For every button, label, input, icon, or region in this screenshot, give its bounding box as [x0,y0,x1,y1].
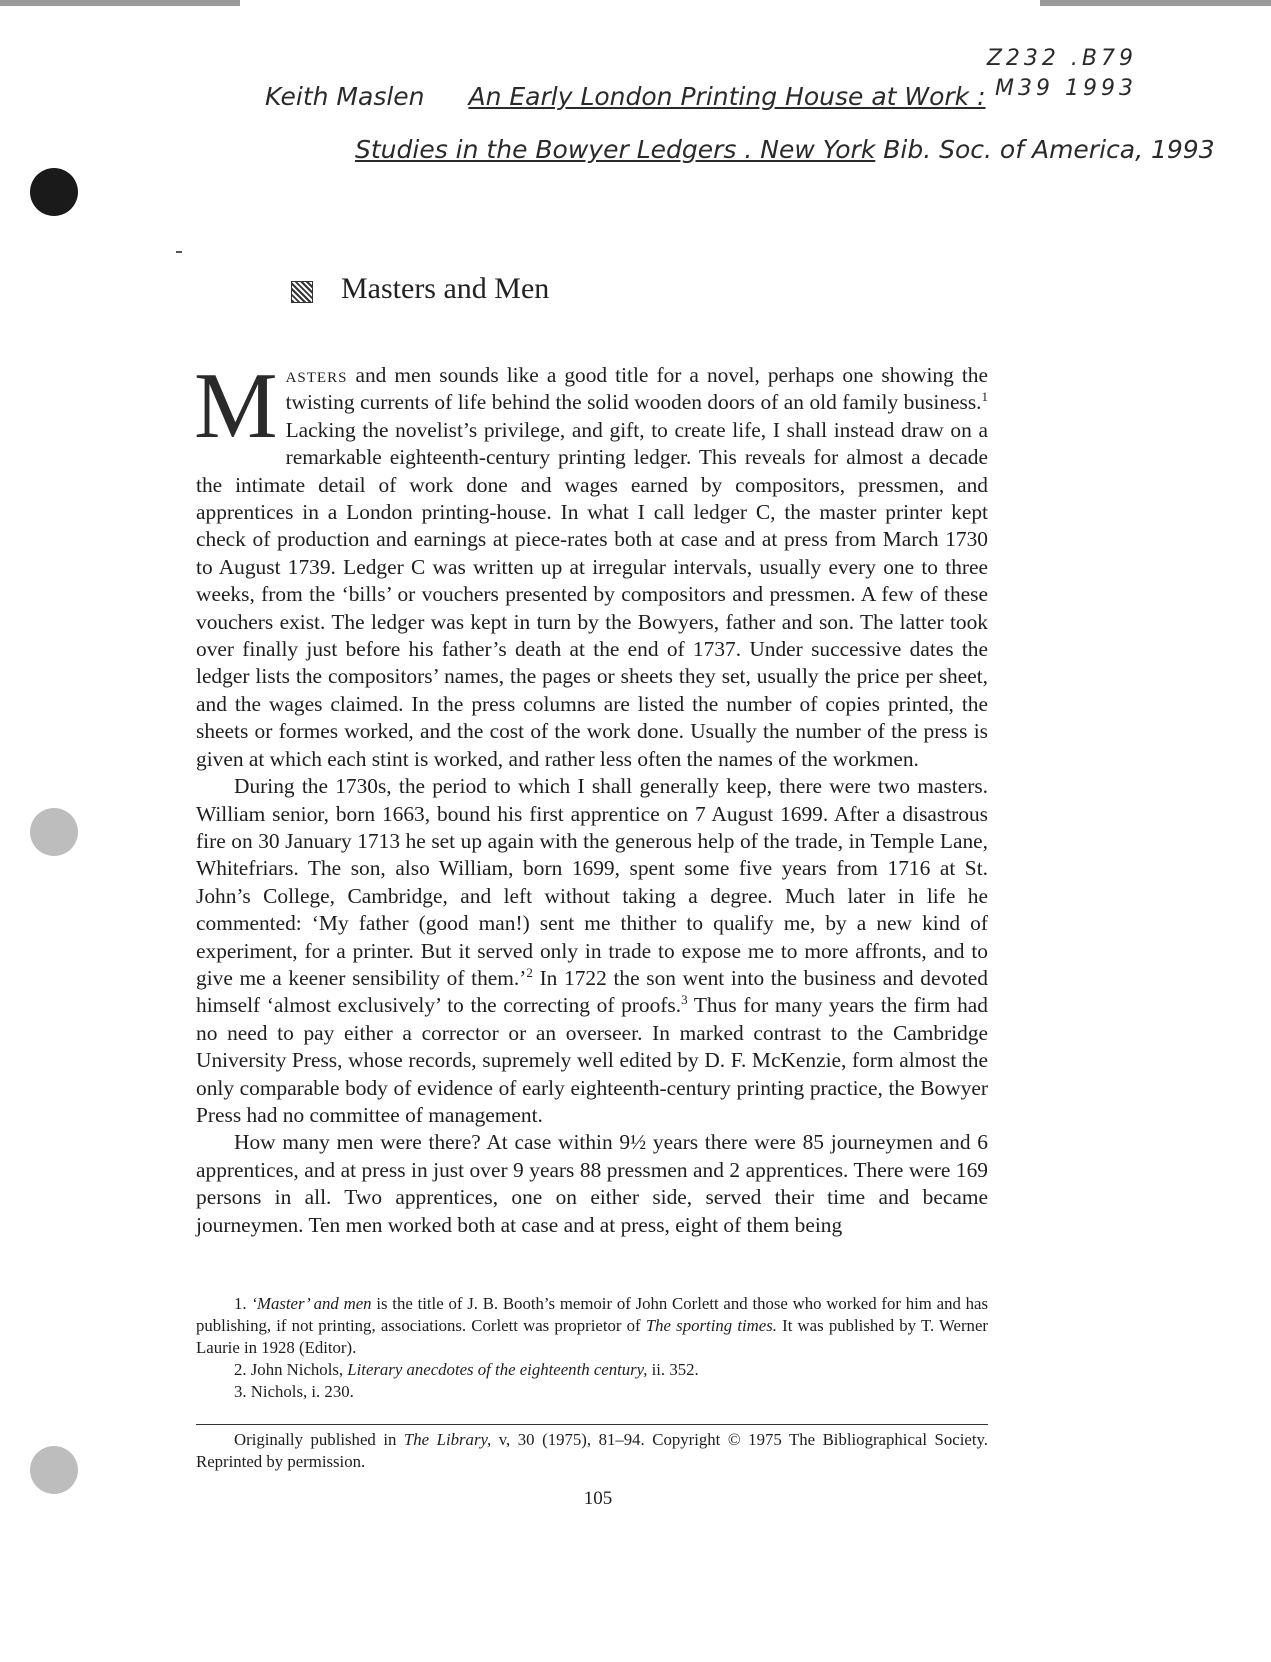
footnote-1-text-end: It was published by T. Werner Laurie in 1928 (Editor). [196,1316,988,1357]
paragraph-2-text-cont: In 1722 the son went into the business and devoted himself ‘almost exclusively’ to the correcting of proofs. [196,965,988,1018]
credit-journal-title: The Library, [403,1430,492,1449]
paragraph-2-text-end: Thus for many years the firm had no need to pay either a corrector or an overseer. In marked contrast to the Cambridge University Press, whose records, supremely well edited by D. F. McKenzie, form almost the only comparable body of evidence of early eighteenth-century printing practice, the Bowyer Press had no committee of management. [196,993,988,1127]
scan-edge-shadow [0,0,240,6]
footnote-ref-1: 1 [981,389,988,405]
footnote-1-italic-2: The sporting times. [645,1316,777,1335]
footnote-1 [196,1293,988,1359]
footnote-1-italic: ‘Master’ and men [251,1294,372,1313]
credit-text-end: v, 30 (1975), 81–94. Copyright © 1975 The Bibliographical Society. Reprinted by permission. [196,1430,988,1471]
footnote-2-text-end: ii. 352. [647,1360,699,1379]
footnote-ref-3: 3 [681,992,688,1008]
scan-speck [176,251,182,253]
punch-hole-top [30,168,78,216]
credit-line [196,1429,988,1473]
call-number-line1: Z232 .B79 [986,46,1137,71]
paragraph-2 [196,773,988,1129]
footnote-2-text: John Nichols, [250,1360,348,1379]
footnote-2-italic: Literary anecdotes of the eighteenth century, [347,1360,648,1379]
handwritten-citation-line2 [355,135,1215,164]
paragraph-3: How many men were there? At case within 9½ years there were 85 journeymen and 6 apprentices, and at press in just over 9 years 88 pressmen and 2 apprentices. There were 169 persons in all. Two apprentices, one on either side, served their time and became journeymen. Ten men worked both at case and at press, eight of them being [196,1130,988,1237]
punch-hole-bottom [30,1446,78,1494]
chapter-title: Masters and Men [341,272,550,305]
body-text [194,354,988,1239]
paragraph-2-text: During the 1730s, the period to which I shall generally keep, there were two masters. William senior, born 1663, bound his first apprentice on 7 August 1699. After a disastrous fire on 30 January 1713 he set up again with the generous help of the trade, in Temple Lane, Whitefriars. The son, also William, born 1699, spent some five years from 1716 at St. John’s College, Cambridge, and left without taking a degree. Much later in life he commented: ‘My father (good man!) sent me thither to qualify me, by a new kind of experiment, for a printer. But it served only in trade to expose me to more affronts, and to give me a keener sensibility of them.’ [196,774,988,990]
handwritten-publisher: Bib. Soc. of America, 1993 [883,135,1215,164]
footnote-ref-2: 2 [526,964,533,980]
footnote-1-number: 1. [234,1294,252,1313]
paragraph-1-text: and men sounds like a good title for a novel, perhaps one showing the twisting currents of life behind the solid wooden doors of an old family business. [285,363,988,415]
footnote-1-text: is the title of J. B. Booth’s memoir of John Corlett and those who worked for him and has publishing, if not printing, associations. Corlett was proprietor of [196,1294,989,1335]
handwritten-citation-line1 [265,82,986,111]
drop-cap: M [194,354,278,458]
footnote-2-number: 2. [234,1360,251,1379]
handwritten-author: Keith Maslen [265,82,425,111]
scan-edge-shadow-right [1040,0,1271,6]
paragraph-1-text-cont: Lacking the novelist’s privilege, and gift, to create life, I shall instead draw on a remarkable eighteenth-century printing ledger. This reveals for almost a decade the intimate detail of work done and wages earned by compositors, pressmen, and apprentices in a London printing-house. In what I call ledger C, the master printer kept check of production and earnings at piece-rates both at case and at press from March 1730 to August 1739. Ledger C was written up at irregular intervals, usually every one to three weeks, from the ‘bills’ or vouchers presented by compositors and pressmen. A few of these vouchers exist. The ledger was kept in turn by the Bowyers, father and son. The latter took over finally just before his father’s death at the end of 1737. Under successive dates the ledger lists the compositors’ names, the pages or sheets they set, usually the price per sheet, and the wages claimed. In the press columns are listed the number of copies printed, the sheets or formes worked, and the cost of the work done. Usually the number of the press is given at which each stint is worked, and rather less often the names of the workmen. [196,417,988,771]
footnotes [196,1293,988,1403]
credit-divider [196,1424,988,1425]
page-number: 105 [583,1488,613,1509]
punch-hole-middle [30,808,78,856]
handwritten-title-part2: Studies in the Bowyer Ledgers . New York [355,135,876,164]
paragraph-1 [194,354,988,773]
credit-text: Originally published in [234,1430,404,1449]
footnote-2 [196,1359,988,1381]
publication-credit [196,1429,988,1473]
chapter-ornament-icon [291,281,313,303]
handwritten-title-part1: An Early London Printing House at Work : [468,82,986,111]
call-number-line2: M39 1993 [995,76,1137,101]
footnote-3: 3. Nichols, i. 230. [234,1382,354,1401]
smallcaps-word: asters [285,363,348,387]
